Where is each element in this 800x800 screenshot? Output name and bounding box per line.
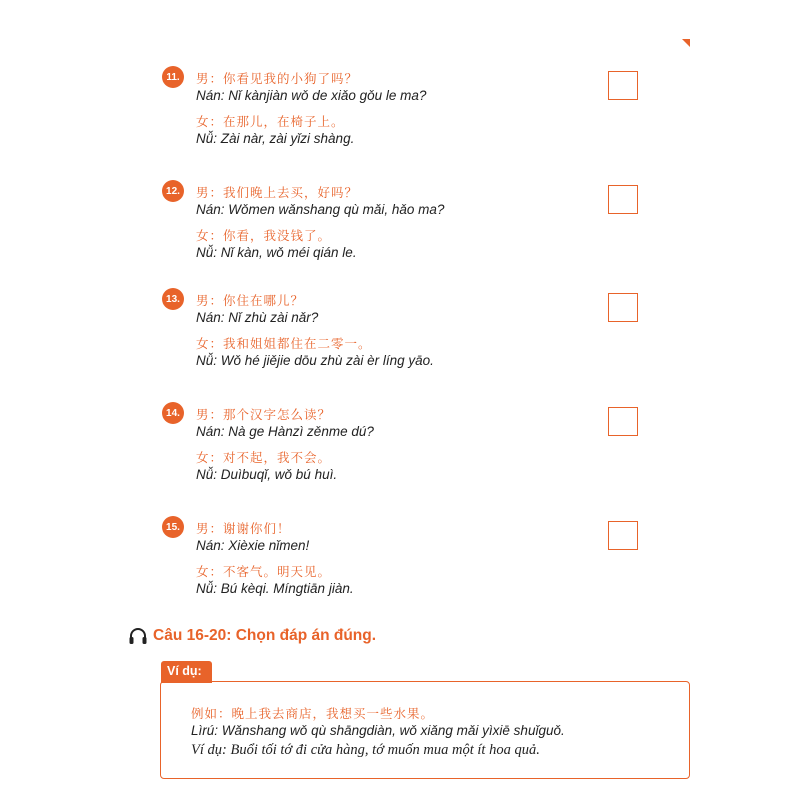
female-line-pinyin: Nǚ: Zài nàr, zài yǐzi shàng. (196, 131, 355, 146)
female-line-chinese: 女：不客气。明天见。 (196, 564, 332, 579)
female-line-chinese: 女：你看，我没钱了。 (196, 228, 332, 243)
example-box (160, 681, 690, 779)
question-number: 15. (162, 516, 184, 538)
question-number: 14. (162, 402, 184, 424)
example-label: Ví dụ: (161, 661, 212, 683)
male-line-pinyin: Nán: Nǐ zhù zài nǎr? (196, 310, 319, 325)
question-number: 11. (162, 66, 184, 88)
male-line-chinese: 男：你住在哪儿？ (196, 293, 305, 308)
female-line-chinese: 女：在那儿，在椅子上。 (196, 114, 345, 129)
question-number: 12. (162, 180, 184, 202)
answer-box[interactable] (608, 407, 638, 436)
male-line-pinyin: Nán: Nǐ kànjiàn wǒ de xiǎo gǒu le ma? (196, 88, 427, 103)
corner-mark (682, 39, 690, 47)
female-line-pinyin: Nǚ: Bú kèqi. Míngtiān jiàn. (196, 581, 354, 596)
female-line-pinyin: Nǚ: Wǒ hé jiějie dōu zhù zài èr líng yāo. (196, 353, 434, 368)
female-line-pinyin: Nǚ: Nǐ kàn, wǒ méi qián le. (196, 245, 357, 260)
example-vietnamese: Ví dụ: Buổi tối tớ đi cửa hàng, tớ muốn mua một ít hoa quả. (191, 742, 540, 758)
male-line-pinyin: Nán: Nà ge Hànzì zěnme dú? (196, 424, 374, 439)
section-heading (128, 627, 376, 645)
answer-box[interactable] (608, 71, 638, 100)
male-line-chinese: 男：谢谢你们！ (196, 521, 291, 536)
male-line-chinese: 男：我们晚上去买，好吗？ (196, 185, 359, 200)
answer-box[interactable] (608, 521, 638, 550)
male-line-pinyin: Nán: Xièxie nǐmen! (196, 538, 310, 553)
example-pinyin: Lìrú: Wǎnshang wǒ qù shāngdiàn, wǒ xiǎng mǎi yìxiē shuǐguǒ. (191, 723, 565, 738)
female-line-pinyin: Nǚ: Duìbuqǐ, wǒ bú huì. (196, 467, 338, 482)
example-chinese: 例如：晚上我去商店，我想买一些水果。 (191, 706, 435, 721)
answer-box[interactable] (608, 185, 638, 214)
section-title-text: Câu 16-20: Chọn đáp án đúng. (153, 627, 377, 644)
headphones-icon (128, 627, 148, 645)
male-line-chinese: 男：那个汉字怎么读？ (196, 407, 332, 422)
question-number: 13. (162, 288, 184, 310)
female-line-chinese: 女：我和姐姐都住在二零一。 (196, 336, 372, 351)
male-line-chinese: 男：你看见我的小狗了吗？ (196, 71, 359, 86)
male-line-pinyin: Nán: Wǒmen wǎnshang qù mǎi, hǎo ma? (196, 202, 445, 217)
answer-box[interactable] (608, 293, 638, 322)
female-line-chinese: 女：对不起，我不会。 (196, 450, 332, 465)
